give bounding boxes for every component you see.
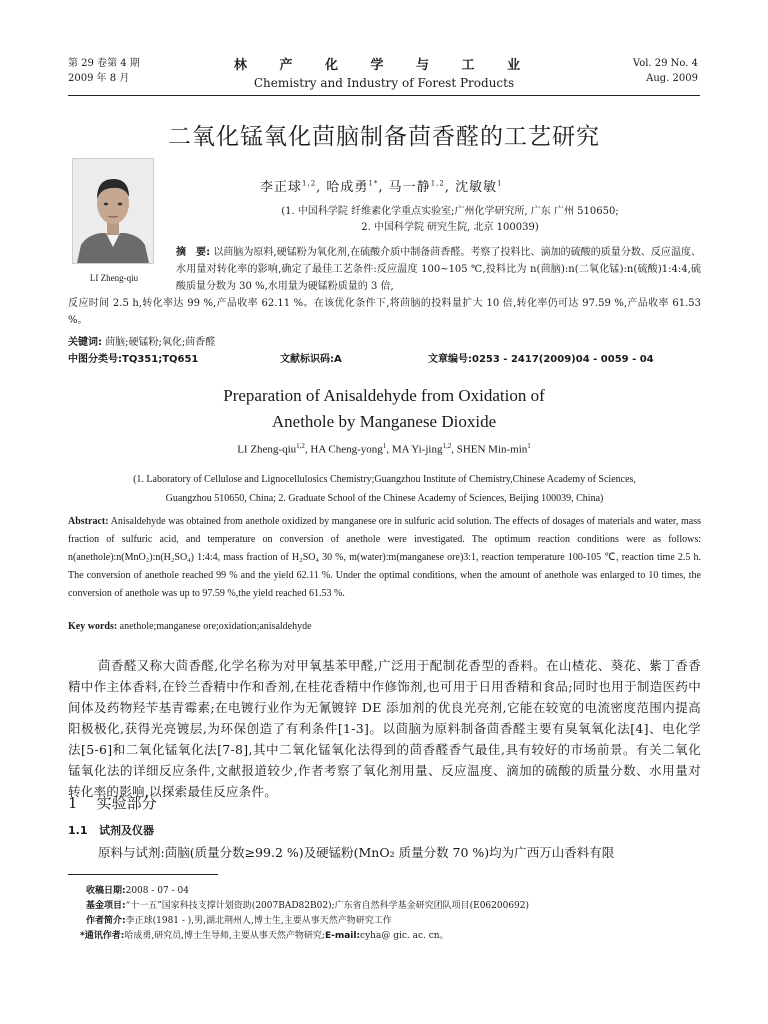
subsection-number: 1.1 — [68, 824, 88, 837]
materials-paragraph: 原料与试剂:茴脑(质量分数≥99.2 %)及硬锰粉(MnO₂ 质量分数 70 %)均为广西万山香料有限 — [98, 845, 615, 860]
footnote-divider — [68, 874, 218, 875]
subsection-heading — [68, 822, 154, 838]
author-affil-mark: 1,2 — [442, 442, 452, 450]
footnote-label: 基金项目: — [86, 901, 126, 911]
affiliations-en — [68, 470, 701, 508]
title-cn: 二氧化锰氧化茴脑制备茴香醛的工艺研究 — [168, 124, 600, 150]
journal-title-cn: 林 产 化 学 与 工 业 — [233, 58, 535, 73]
footnote-label: *通讯作者: — [80, 931, 125, 941]
issue-info-en — [633, 56, 698, 86]
author-name: 马一静 — [388, 180, 431, 195]
author-portrait-icon — [73, 159, 153, 263]
section-number: 1 — [68, 794, 78, 812]
author-name-en: MA Yi-jing — [391, 443, 443, 456]
header-divider — [68, 95, 700, 96]
author-name-en: SHEN Min-min — [456, 443, 528, 456]
keywords-label-en: Key words: — [68, 621, 118, 632]
volume-issue-en: Vol. 29 No. 4 — [632, 58, 698, 69]
author-affil-mark: 1,2 — [430, 179, 445, 188]
footnote-corresponding — [80, 929, 706, 944]
issue-date: 2009 年 8 月 — [68, 73, 130, 84]
section-heading — [68, 792, 157, 813]
keywords-en — [68, 621, 312, 632]
author-affil-mark: 1 — [527, 442, 531, 450]
affiliation-line: 2. 中国科学院 研究生院, 北京 100039) — [361, 222, 539, 233]
abstract-en — [68, 513, 701, 603]
author-affil-mark: 1 — [382, 442, 387, 450]
authors-cn: 李正球$^{1,2}$, 哈成勇$^{1*}$, 马一静$^{1,2}$, 沈敏敏$^1$ — [260, 179, 503, 195]
author-name: 沈敏敏 — [455, 180, 498, 195]
footnote-author — [86, 914, 706, 929]
author-affil-mark: 1 — [497, 179, 503, 188]
affiliation-line: (1. 中国科学院 纤维素化学重点实验室;广州化学研究所, 广东 广州 510650; — [281, 206, 619, 217]
abstract-label-cn: 摘 要: — [176, 247, 211, 258]
title-en-line: Anethole by Manganese Dioxide — [271, 412, 497, 431]
author-affil-mark: 1* — [368, 179, 379, 188]
footnote-label: 收稿日期: — [86, 886, 126, 896]
abstract-label-en: Abstract: — [68, 516, 109, 527]
footnote-received — [86, 884, 706, 899]
affiliation-line-en: Guangzhou 510650, China; 2. Graduate School of the Chinese Academy of Sciences, Beijing 100039, China) — [165, 493, 604, 504]
keywords-cn — [68, 333, 215, 348]
issue-date-en: Aug. 2009 — [646, 73, 698, 84]
author-name: 李正球 — [260, 180, 303, 195]
abstract-text-en: Anisaldehyde was obtained from anethole oxidized by manganese ore in sulfuric acid solution. The effects of dosages of materials and water, mass fraction of sulfuric acid, and temperature on conversion of anethole were investigated. The optimum reaction conditions were as follows: n(anethole):n(MnO₂):n(H₂SO₄) 1:4:4, mass fraction of H₂SO₄ 30 %, m(water):m(manganese ore)3:1, reaction temperature 100-105 ℃, reaction time 2.5 h. The conversion of anethole reached 99 % and the yield 62.11 %. Under the optimal conditions, when the amount of anethole was enlarged to 10 times, the conversion of anethole was up to 97.59 %,the yield reached 61.53 %. — [68, 516, 701, 599]
author-photo — [72, 158, 154, 264]
abstract-cn — [176, 244, 701, 295]
keywords-text-cn: 茴脑;硬锰粉;氧化;茴香醛 — [105, 337, 216, 348]
author-affil-mark: 1,2 — [302, 179, 317, 188]
footnote-text: 李正球(1981 - ),男,湖北荆州人,博士生,主要从事天然产物研究工作 — [125, 916, 392, 926]
footnote-label: 作者简介: — [86, 916, 126, 926]
intro-paragraph: 茴香醛又称大茴香醛,化学名称为对甲氧基苯甲醛,广泛用于配制花香型的香料。在山楂花、葵花、紫丁香香精中作主体香料,在铃兰香精中作和香剂,在桂花香精中作修饰剂,也可用于日用香精和食品;同时也用于制造医药中间体及药物羟苄基青霉素;在电镀行业作为无氰镀锌 DE 添加剂的优良光亮剂,它能在较宽的电流密度范围内提高阳极极化,获得光亮镀层,为环保创造了有利条件[1-3]。以茴脑为原料制备茴香醛主要有臭氧氧化法[4]、电化学法[5-6]和二氧化锰氧化法[7-8],其中二氧化锰氧化法得到的茴香醛香气最佳,具有较好的市场前景。有关二氧化锰氧化法的详细反应条件,文献报道较少,作者考察了氧化剂用量、反应温度、滴加的硫酸的质量分数、水用量对转化率的影响,以探索最佳反应条件。 — [68, 658, 701, 799]
journal-title-en: Chemistry and Industry of Forest Products — [253, 76, 515, 90]
article-number: 文章编号:0253 - 2417(2009)04 - 0059 - 04 — [428, 354, 654, 365]
footnotes — [80, 884, 706, 944]
document-code: 文献标识码:A — [280, 354, 342, 365]
affiliation-line-en: (1. Laboratory of Cellulose and Lignocellulosics Chemistry;Guangzhou Institute of Chemistry,Chinese Academy of Sciences, — [133, 474, 636, 485]
abstract-cn-continued: 反应时间 2.5 h,转化率达 99 %,产品收率 62.11 %。在该优化条件下,将茴脑的投料量扩大 10 倍,转化率仍可达 97.59 %,产品收率 61.53 %。 — [68, 298, 701, 326]
footnote-text: 哈成勇,研究员,博士生导师,主要从事天然产物研究; — [124, 931, 325, 941]
affiliations-cn — [210, 204, 690, 236]
keywords-text-en: anethole;manganese ore;oxidation;anisaldehyde — [119, 621, 312, 632]
clc-number: 中图分类号:TQ351;TQ651 — [68, 354, 199, 365]
email-label: E-mail: — [324, 931, 361, 941]
subsection-title: 试剂及仪器 — [99, 824, 154, 837]
author-name: 哈成勇 — [326, 180, 369, 195]
email-address[interactable]: cyha@ gic. ac. cn。 — [360, 931, 449, 941]
volume-issue: 第 29 卷第 4 期 — [68, 58, 140, 69]
keywords-label-cn: 关键词: — [68, 337, 102, 348]
title-en-line: Preparation of Anisaldehyde from Oxidation of — [223, 386, 545, 405]
footnote-text: “十一五”国家科技支撑计划资助(2007BAD82B02);广东省自然科学基金研究团队项目(E06200692) — [125, 901, 530, 911]
author-affil-mark: 1,2 — [296, 442, 305, 450]
abstract-text-cn: 以茴脑为原料,硬锰粉为氧化剂,在硫酸介质中制备茴香醛。考察了投料比、滴加的硫酸的质量分数、反应温度、水用量对转化率的影响,确定了最佳工艺条件:反应温度 100~105 ℃,投料比为 n(茴脑):n(二氧化锰):n(硫酸)1:4:4,硫酸质量分数为 30 %,水用量为硬锰粉质量的 3 倍, — [176, 247, 702, 292]
authors-en: LI Zheng-qiu$^{1,2}$, HA Cheng-yong$^1$, MA Yi-jing$^{1,2}$, SHEN Min-$\min^1$ — [237, 442, 531, 456]
footnote-fund — [86, 899, 706, 914]
photo-caption: LI Zheng-qiu — [89, 273, 139, 283]
author-name-en: HA Cheng-yong — [310, 443, 383, 456]
footnote-text: 2008 - 07 - 04 — [125, 886, 189, 896]
title-en — [0, 383, 768, 435]
section-title: 实验部分 — [96, 794, 157, 812]
author-name-en: LI Zheng-qiu — [237, 443, 297, 456]
